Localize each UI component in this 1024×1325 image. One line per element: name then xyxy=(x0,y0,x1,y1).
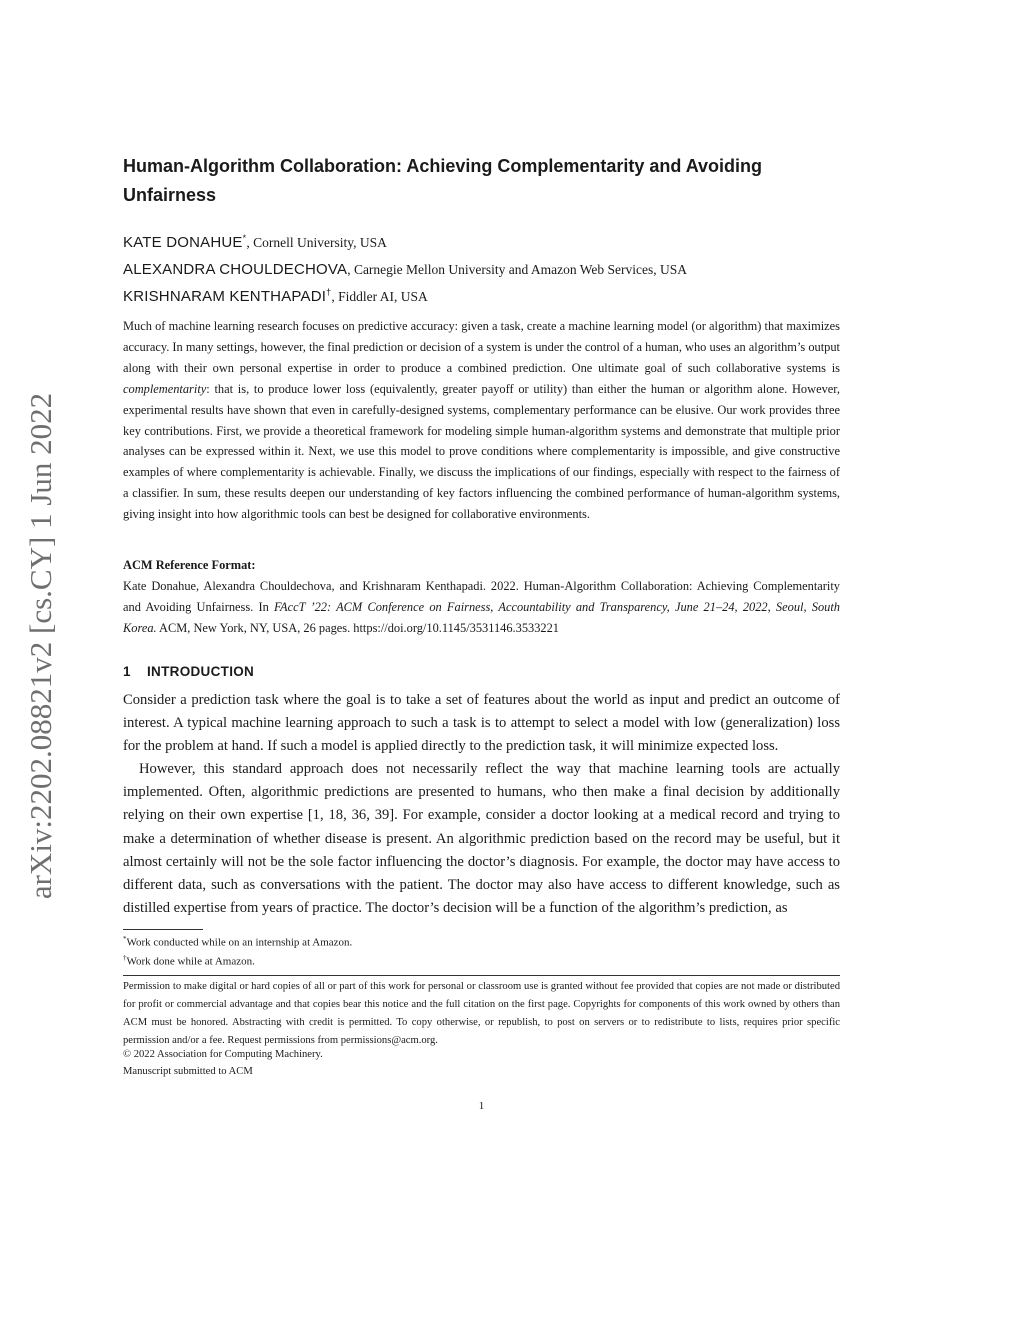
author-footnote-mark: * xyxy=(242,233,247,243)
reference-format-heading: ACM Reference Format: xyxy=(123,558,256,572)
author-name: KRISHNARAM KENTHAPADI† xyxy=(123,287,332,305)
paper-title: Human-Algorithm Collaboration: Achieving Complementarity and Avoiding Unfairness xyxy=(123,156,763,205)
author-name: ALEXANDRA CHOULDECHOVA xyxy=(123,261,348,278)
section-title: INTRODUCTION xyxy=(147,664,255,679)
footnote: †Work done while at Amazon. xyxy=(123,953,255,968)
reference-citation: Kate Donahue, Alexandra Chouldechova, and Krishnaram Kenthapadi. 2022. Human-Algorithm Collaboration: Achieving Complementarity and Avoiding Unfairness. In FAccT ’22: ACM Conference on Fairness, Accountability and Transparency, June 21–24, 2022, Seoul, South Korea. ACM, New York, NY, USA, 26 pages. https://doi.org/10.1145/3531146.3533221 xyxy=(123,579,840,635)
author-entry xyxy=(123,252,840,279)
copyright-notice: © 2022 Association for Computing Machinery. xyxy=(123,1049,323,1060)
author-affiliation: , Cornell University, USA xyxy=(246,235,387,250)
footnotes xyxy=(123,932,352,969)
author-affiliation: , Fiddler AI, USA xyxy=(331,289,428,304)
footnote: *Work conducted while on an internship at Amazon. xyxy=(123,935,353,949)
author-list xyxy=(123,225,840,306)
reference-venue: FAccT ’22: ACM Conference on Fairness, Accountability and Transparency, June 21–24, 2022, Seoul, South Korea. xyxy=(123,600,840,635)
section-heading-introduction xyxy=(123,663,254,681)
author-affiliation: , Carnegie Mellon University and Amazon Web Services, USA xyxy=(347,262,688,277)
author-footnote-mark: † xyxy=(326,287,332,297)
abstract: Much of machine learning research focuses on predictive accuracy: given a task, create a machine learning model (or algorithm) that maximizes accuracy. In many settings, however, the final prediction or decision of a system is under the control of a human, who uses an algorithm’s output along with their own personal expertise in order to produce a combined prediction. One ultimate goal of such collaborative systems is complementarity: that is, to produce lower loss (equivalently, greater payoff or utility) than either the human or algorithm alone. However, experimental results have shown that even in carefully-designed systems, complementary performance can be elusive. Our work provides three key contributions. First, we provide a theoretical framework for modeling simple human-algorithm systems and demonstrate that multiple prior analyses can be expressed within it. Next, we use this model to prove conditions where complementarity is impossible, and give constructive examples of where complementarity is achievable. Finally, we discuss the implications of our findings, especially with respect to the fairness of a classifier. In sum, these results deepen our understanding of key factors influencing the combined performance of human-algorithm systems, giving insight into how algorithmic tools can best be designed for collaborative environments. xyxy=(123,319,840,522)
page-number: 1 xyxy=(478,1100,485,1112)
section-number: 1 xyxy=(123,664,131,679)
footnote-divider xyxy=(123,929,203,930)
manuscript-notice: Manuscript submitted to ACM xyxy=(123,1066,253,1077)
abstract-emphasis: complementarity xyxy=(123,381,207,396)
author-entry xyxy=(123,225,840,252)
author-entry xyxy=(123,279,840,306)
permission-notice: Permission to make digital or hard copies of all or part of this work for personal or classroom use is granted without fee provided that copies are not made or distributed for profit or commercial advantage and that copies bear this notice and the full citation on the first page. Copyrights for components of this work owned by others than ACM must be honored. Abstracting with credit is permitted. To copy otherwise, or republish, to post on servers or to redistribute to lists, requires prior specific permission and/or a fee. Request permissions from permissions@acm.org. xyxy=(123,981,840,1046)
body-paragraph: Consider a prediction task where the goal is to take a set of features about the world as input and predict an outcome of interest. A typical machine learning approach to such a task is to attempt to select a model with low (generalization) loss for the problem at hand. If such a model is applied directly to the prediction task, it will minimize expected loss. xyxy=(123,692,840,755)
author-name: KATE DONAHUE* xyxy=(123,233,247,251)
body-paragraph: However, this standard approach does not necessarily reflect the way that machine learning tools are actually implemented. Often, algorithmic predictions are presented to humans, who then make a final decision by additionally relying on their own expertise [1, 18, 36, 39]. For example, consider a doctor looking at a medical record and trying to make a determination of whether disease is present. An algorithmic prediction based on the record may be useful, but it almost certainly will not be the sole factor influencing the doctor’s diagnosis. For example, the doctor may have access to different data, such as conversations with the patient. The doctor may also have access to different knowledge, such as distilled expertise from years of practice. The doctor’s decision will be a function of the algorithm’s prediction, as xyxy=(123,761,840,917)
permission-divider xyxy=(123,975,840,976)
arxiv-identifier-stamp: arXiv:2202.08821v2 [cs.CY] 1 Jun 2022 xyxy=(23,392,58,900)
